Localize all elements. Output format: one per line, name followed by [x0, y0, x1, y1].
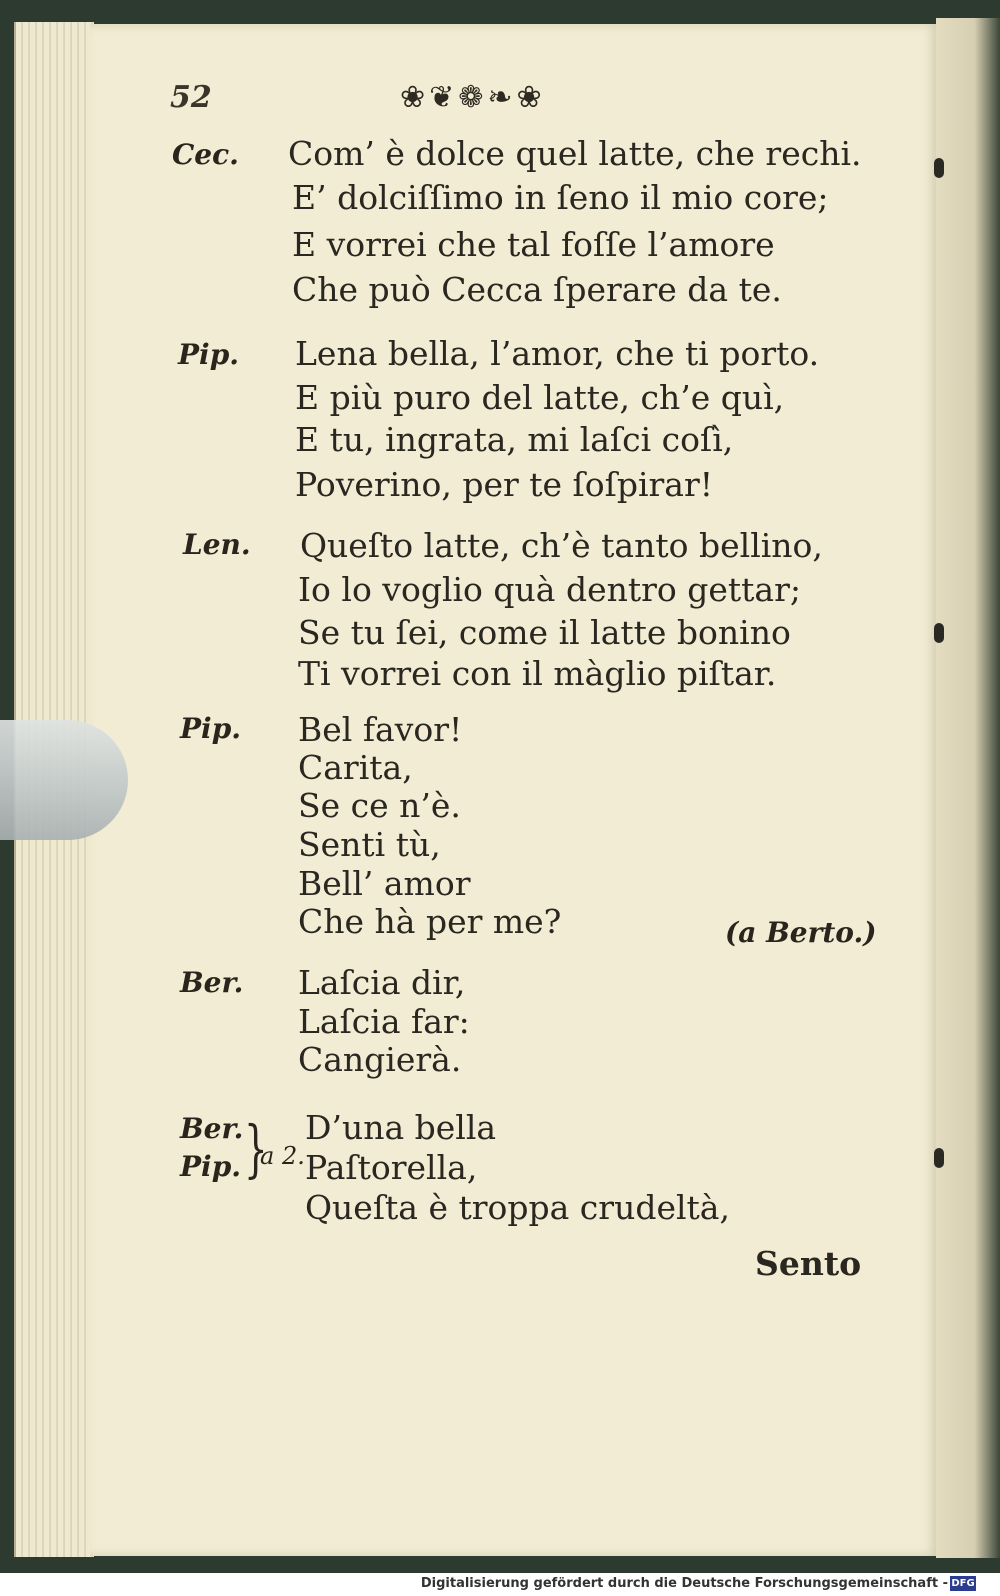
binding-hole	[934, 1148, 944, 1168]
binding-hole	[934, 623, 944, 643]
catchword: Sento	[755, 1244, 862, 1283]
verse-line: Senti tù,	[298, 825, 441, 864]
verse-line: D’una bella	[305, 1108, 497, 1147]
verse-line: Bell’ amor	[298, 864, 471, 903]
stage-direction: (a Berto.)	[725, 916, 877, 949]
verse-line: E più puro del latte, ch’e quì,	[295, 378, 785, 417]
speaker-label: Pip.	[178, 338, 240, 371]
verse-line: Com’ è dolce quel latte, che rechi.	[288, 134, 862, 173]
verse-line: Io lo voglio quà dentro gettar;	[298, 570, 801, 609]
verse-line: Queſto latte, ch’è tanto bellino,	[300, 526, 823, 565]
speaker-label: Ber.	[180, 1112, 244, 1145]
verse-line: Che hà per me?	[298, 902, 562, 941]
speaker-label: Ber.	[180, 966, 244, 999]
verse-line: E’ dolciſſimo in ſeno il mio core;	[292, 178, 829, 217]
speaker-label: Cec.	[172, 138, 239, 171]
verse-line: Queſta è troppa crudeltà,	[305, 1188, 730, 1227]
funding-credit: Digitalisierung gefördert durch die Deutsche Forschungsgemeinschaft -	[420, 1576, 948, 1591]
verse-line: Ti vorrei con il màglio piſtar.	[298, 654, 777, 693]
brace-glyph: }	[244, 1112, 268, 1185]
verse-line: Che può Cecca ſperare da te.	[292, 270, 782, 309]
verse-line: Paſtorella,	[305, 1148, 478, 1187]
verse-line: Bel favor!	[298, 710, 463, 749]
facing-page-edge	[936, 18, 1000, 1558]
verse-line: Laſcia dir,	[298, 963, 466, 1002]
footer-bar	[0, 1573, 1000, 1596]
verse-line: Laſcia far:	[298, 1002, 470, 1041]
verse-line: Carita,	[298, 748, 413, 787]
binding-hole	[934, 158, 944, 178]
verse-line: Poverino, per te ſoſpirar!	[295, 465, 713, 504]
speaker-label: Pip.	[180, 1150, 242, 1183]
speaker-label: Pip.	[180, 712, 242, 745]
verse-line: Lena bella, l’amor, che ti porto.	[295, 334, 820, 373]
scanner-finger-shadow	[0, 720, 128, 840]
speaker-label: Len.	[183, 528, 251, 561]
verse-line: E vorrei che tal foſſe l’amore	[292, 225, 775, 264]
verse-line: Se tu ſei, come il latte bonino	[298, 613, 791, 652]
verse-line: Cangierà.	[298, 1040, 462, 1079]
header-ornament: ❀❦❁❧❀	[400, 80, 546, 115]
page-number: 52	[170, 80, 212, 115]
verse-line: E tu, ingrata, mi laſci coſì,	[295, 420, 734, 459]
duet-mark: a 2.	[260, 1142, 305, 1170]
verse-line: Se ce n’è.	[298, 786, 461, 825]
dfg-logo-icon: DFG	[951, 1578, 975, 1589]
